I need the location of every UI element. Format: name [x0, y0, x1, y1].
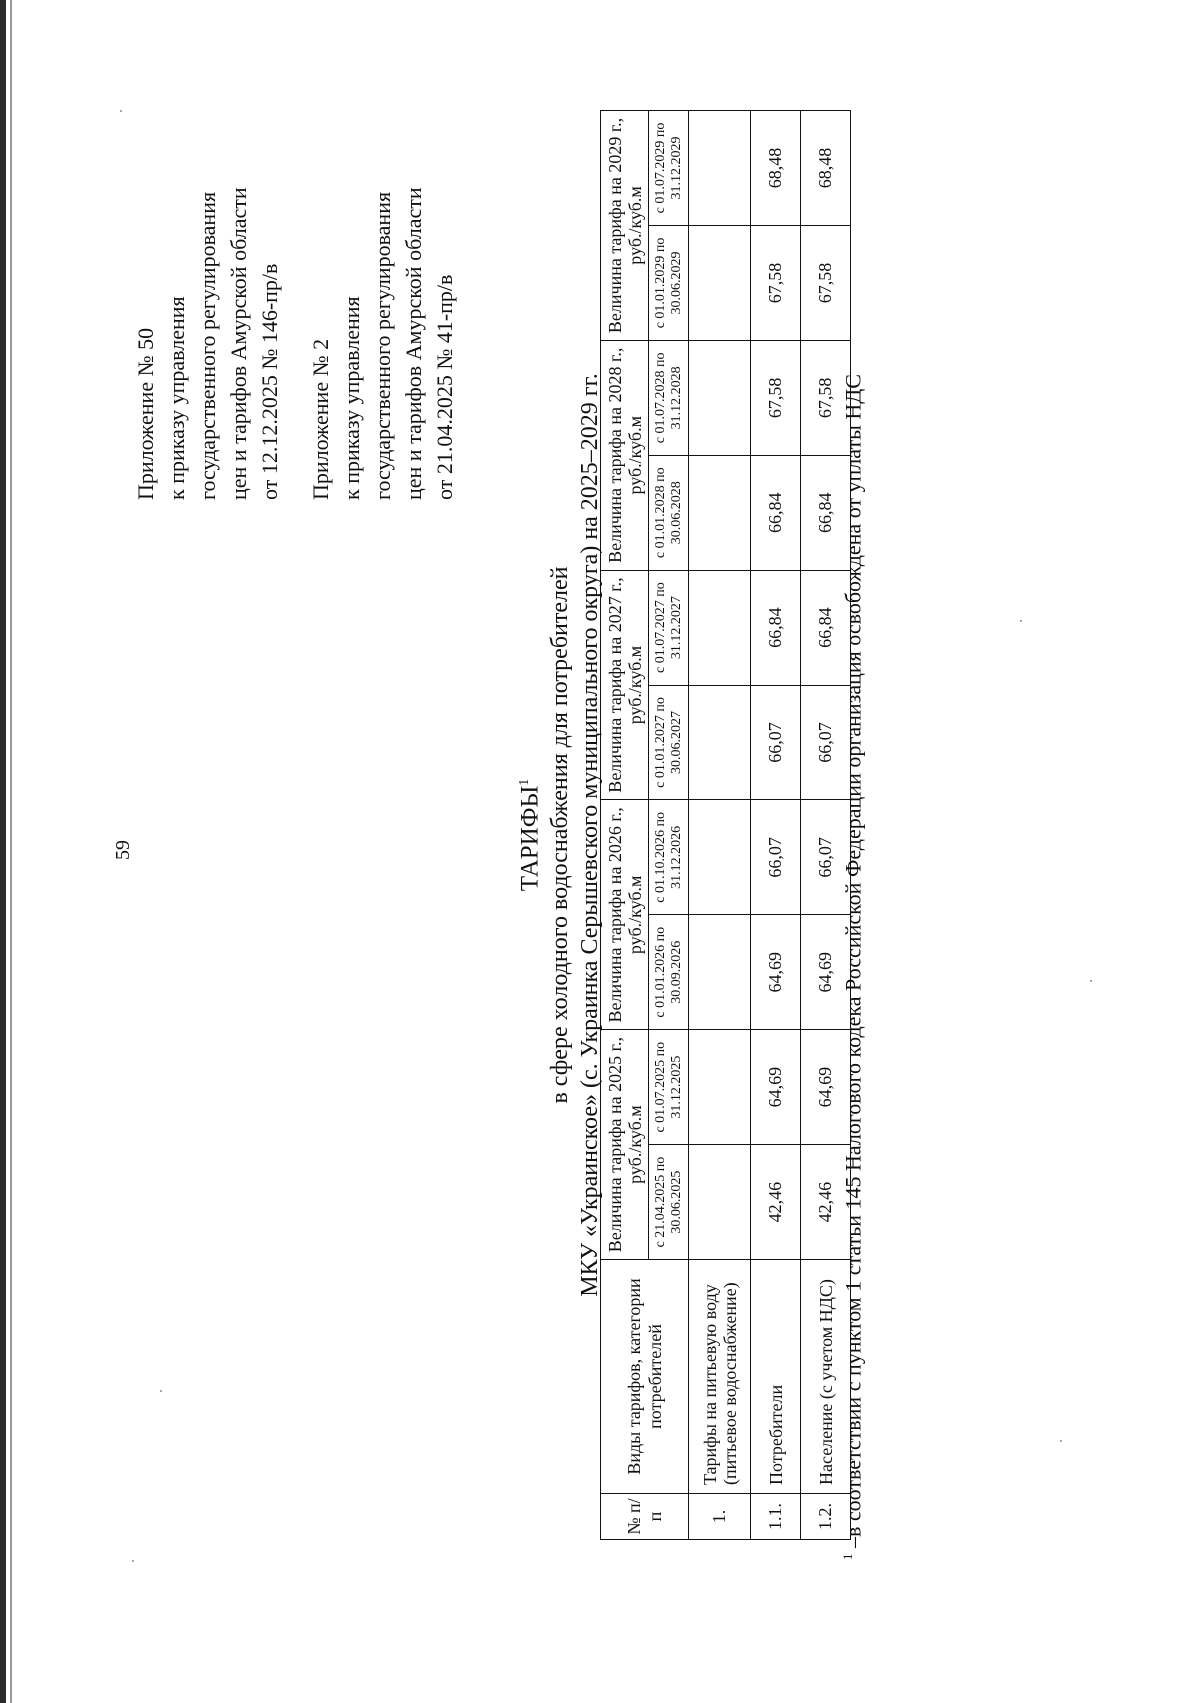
- appendix-line: от 21.04.2025 № 41-пр/в: [432, 274, 457, 500]
- cell-value: 64,69: [801, 1030, 851, 1145]
- appendix-line: государственного регулирования: [370, 191, 395, 500]
- cell-value: 67,58: [751, 225, 801, 340]
- title-subtitle: в сфере холодного водоснабжения для потребителей: [547, 566, 574, 1104]
- footnote-mark: 1: [840, 1553, 855, 1560]
- cell-value: 66,07: [801, 685, 851, 800]
- header-period: с 01.01.2027 по 30.06.2027: [649, 685, 689, 800]
- appendix-line: цен и тарифов Амурской области: [226, 187, 251, 500]
- footnote: [840, 374, 866, 1560]
- tariff-table: [600, 110, 851, 1540]
- cell-value: 67,58: [751, 340, 801, 455]
- appendix-line: Приложение № 2: [308, 338, 333, 500]
- cell-value: 66,07: [751, 685, 801, 800]
- scan-speck: [120, 110, 122, 112]
- cell-category: Население (с учетом НДС): [801, 1260, 851, 1494]
- cell-value: 66,84: [801, 455, 851, 570]
- cell-no: 1.1.: [751, 1494, 801, 1540]
- title-main: ТАРИФЫ$^1$: [516, 778, 544, 892]
- appendix-line: цен и тарифов Амурской области: [401, 187, 426, 500]
- header-year-2028: Величина тарифа на 2028 г., руб./куб.м: [601, 340, 649, 570]
- cell-value: 64,69: [751, 1030, 801, 1145]
- appendix-original-header: [305, 187, 460, 500]
- header-period: с 01.07.2027 по 31.12.2027: [649, 570, 689, 685]
- cell-value: 42,46: [801, 1145, 851, 1260]
- footnote-mark: 1: [517, 778, 532, 786]
- cell-value: 68,48: [801, 111, 851, 226]
- document-title: [510, 70, 605, 1600]
- scan-speck: [1090, 980, 1092, 982]
- table-row-group: [689, 111, 751, 1540]
- cell-value: 66,84: [751, 455, 801, 570]
- appendix-current-header: [130, 187, 285, 500]
- cell-value: 66,84: [801, 570, 851, 685]
- scan-speck: [132, 1560, 134, 1562]
- cell-no: 1.: [689, 1494, 751, 1540]
- cell-value: 66,07: [751, 800, 801, 915]
- header-period: с 01.07.2028 по 31.12.2028: [649, 340, 689, 455]
- cell-value: 66,84: [751, 570, 801, 685]
- cell-value: 67,58: [801, 225, 851, 340]
- header-year-2027: Величина тарифа на 2027 г., руб./куб.м: [601, 570, 649, 800]
- document-page: [90, 70, 870, 1600]
- appendix-line: государственного регулирования: [195, 191, 220, 500]
- header-year-2025: Величина тарифа на 2025 г., руб./куб.м: [601, 1030, 649, 1260]
- title-organization: МКУ «Украинское» (с. Украинка Серышевского муниципального округа) на 2025–2029 гг.: [577, 373, 604, 1297]
- scan-edge: [0, 0, 6, 1703]
- cell-value: 68,48: [751, 111, 801, 226]
- header-period: с 01.07.2029 по 31.12.2029: [649, 111, 689, 226]
- cell-value: 64,69: [751, 915, 801, 1030]
- cell-category: Тарифы на питьевую воду (питьевое водоснабжение): [689, 1260, 751, 1494]
- cell-value: 42,46: [751, 1145, 801, 1260]
- header-period: с 01.01.2026 по 30.09.2026: [649, 915, 689, 1030]
- header-period: с 01.01.2029 по 30.06.2029: [649, 225, 689, 340]
- appendix-line: от 12.12.2025 № 146-пр/в: [257, 263, 282, 500]
- appendix-line: Приложение № 50: [133, 327, 158, 500]
- scan-edge-line: [10, 0, 12, 1703]
- scan-speck: [1020, 620, 1022, 622]
- page-number: 59: [112, 840, 134, 860]
- header-period: с 21.04.2025 по 30.06.2025: [649, 1145, 689, 1260]
- header-year-2029: Величина тарифа на 2029 г., руб./куб.м: [601, 111, 649, 341]
- table-header-row: [601, 111, 649, 1540]
- header-period: с 01.07.2025 по 31.12.2025: [649, 1030, 689, 1145]
- appendix-line: к приказу управления: [164, 296, 189, 500]
- table-row: [751, 111, 801, 1540]
- cell-value: 64,69: [801, 915, 851, 1030]
- cell-value: 66,07: [801, 800, 851, 915]
- cell-category: Потребители: [751, 1260, 801, 1494]
- header-period: с 01.10.2026 по 31.12.2026: [649, 800, 689, 915]
- header-period: с 01.01.2028 по 30.06.2028: [649, 455, 689, 570]
- cell-no: 1.2.: [801, 1494, 851, 1540]
- appendix-line: к приказу управления: [339, 296, 364, 500]
- footnote-text: –в соответствии с пунктом 1 статьи 145 Налогового кодека Российской Федерации организация освобождена от уплаты НДС: [840, 374, 866, 1548]
- header-no: № п/п: [601, 1494, 689, 1540]
- header-year-2026: Величина тарифа на 2026 г., руб./куб.м: [601, 800, 649, 1030]
- scan-speck: [160, 1390, 162, 1392]
- header-category: Виды тарифов, категории потребителей: [601, 1260, 689, 1494]
- scan-speck: [1060, 1440, 1062, 1442]
- cell-value: 67,58: [801, 340, 851, 455]
